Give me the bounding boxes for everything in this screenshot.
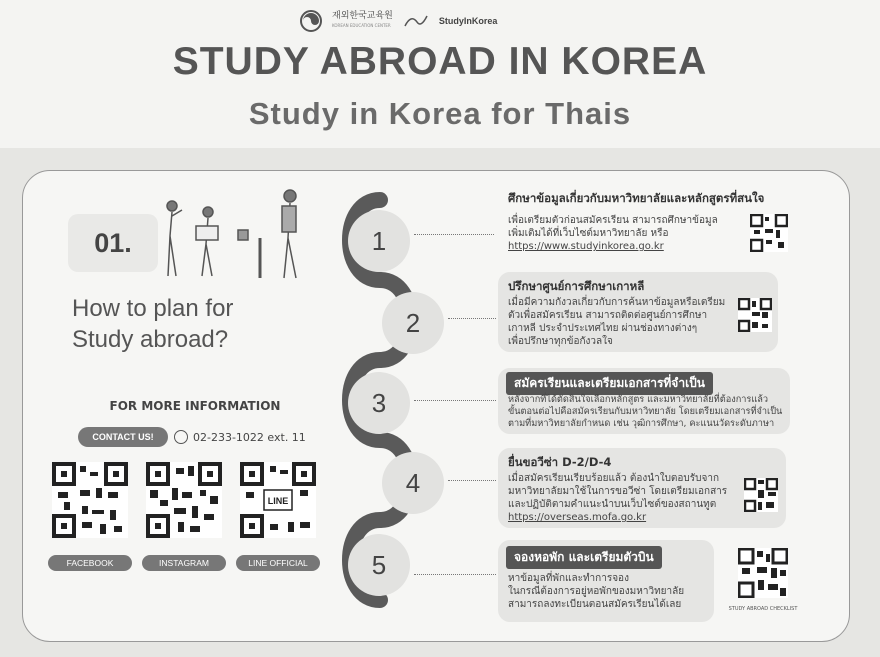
step-1-title: ศึกษาข้อมูลเกี่ยวกับมหาวิทยาลัยและหลักสูตรที่สนใจ	[508, 191, 765, 205]
step-2-connector	[448, 318, 496, 319]
page-subtitle: Study in Korea for Thais	[248, 96, 632, 131]
step-1-card	[500, 188, 800, 268]
step-3-title: สมัครเรียนและเตรียมเอกสารที่จำเป็น	[506, 372, 713, 395]
people-illustration	[150, 186, 320, 286]
step-5-body: หาข้อมูลที่พักและทำการจอง ในกรณีต้องการอยู่หอพักของมหาวิทยาลัย สามารถลงทะเบียนตอนสมัครเรียนได้เลย	[508, 573, 685, 610]
studyinkorea-logo-icon	[403, 12, 429, 30]
line-official-label: LINE OFFICIAL	[236, 555, 320, 571]
section-number: 01.	[68, 214, 158, 272]
step-2-card	[498, 272, 778, 352]
phone-icon	[174, 430, 188, 444]
step-4-card	[498, 448, 786, 528]
phone-contact	[174, 427, 306, 447]
facebook-qr-code[interactable]	[52, 462, 128, 538]
step-5-card	[498, 540, 714, 622]
step-3-card	[498, 368, 790, 434]
phone-number: 02-233-1022 ext. 11	[193, 430, 306, 444]
header-logos	[300, 6, 580, 36]
step-2-title: ปรึกษาศูนย์การศึกษาเกาหลี	[508, 279, 645, 293]
step-4-qr-code[interactable]	[744, 478, 778, 512]
step-4-link[interactable]: https://overseas.mofa.go.kr	[508, 512, 647, 523]
step-3-connector	[414, 400, 496, 401]
page-title: STUDY ABROAD IN KOREA	[172, 40, 708, 83]
step-5-connector	[414, 574, 496, 575]
step-1-body: เพื่อเตรียมตัวก่อนสมัครเรียน สามารถศึกษาข้อมูล เพิ่มเติมได้ที่เว็บไซต์มหาวิทยาลัย หรือ https://www.studyinkorea.go.kr	[508, 214, 744, 253]
studyinkorea-logo-text: StudyInKorea	[438, 16, 498, 26]
line-qr-text: LINE	[267, 496, 289, 506]
step-5-title: จองหอพัก และเตรียมตัวบิน	[506, 546, 662, 569]
more-info-heading: FOR MORE INFORMATION	[109, 399, 281, 413]
step-2-body: เมื่อมีความกังวลเกี่ยวกับการค้นหาข้อมูลหรือเตรียม ตัวเพื่อสมัครเรียน สามารถติดต่อศูนย์การศึกษา เกาหลี ประจำประเทศไทย ผ่านช่องทางต่างๆ เพื่อปรึกษาทุกข้อกังวลใจ	[508, 297, 726, 347]
step-4-circle: 4	[382, 452, 444, 514]
step-3-circle: 3	[348, 372, 410, 434]
kec-logo-text: 재외한국교육원 KOREAN EDUCATION CENTER	[332, 11, 393, 28]
checklist-qr-code[interactable]	[738, 548, 788, 598]
instagram-label: INSTAGRAM	[142, 555, 226, 571]
how-to-plan-heading: How to plan for Study abroad?	[72, 295, 234, 353]
step-2-circle: 2	[382, 292, 444, 354]
contact-us-button[interactable]: CONTACT US!	[78, 427, 168, 447]
taegeuk-logo-icon	[300, 10, 322, 32]
instagram-qr-code[interactable]	[146, 462, 222, 538]
step-2-qr-code[interactable]	[738, 298, 772, 332]
step-5-circle: 5	[348, 534, 410, 596]
step-4-title: ยื่นขอวีซ่า D-2/D-4	[508, 455, 612, 469]
step-1-qr-code[interactable]	[750, 214, 788, 252]
step-4-connector	[448, 480, 496, 481]
checklist-qr-caption: STUDY ABROAD CHECKLIST	[728, 606, 798, 612]
step-4-body: เมื่อสมัครเรียนเรียบร้อยแล้ว ต้องนำใบตอบรับจาก มหาวิทยาลัยมาใช้ในการขอวีซ่า โดยเตรียมเอกสาร และปฏิบัติตามคำแนะนำบนเว็บไซต์ของสถานทูต https://overseas.mofa.go.kr	[508, 472, 744, 524]
step-1-circle: 1	[348, 210, 410, 272]
line-qr-code[interactable]	[240, 462, 316, 538]
step-1-link[interactable]: https://www.studyinkorea.go.kr	[508, 241, 664, 252]
facebook-label: FACEBOOK	[48, 555, 132, 571]
step-3-body: หลังจากที่ได้ตัดสินใจเลือกหลักสูตร และมหาวิทยาลัยที่ต้องการแล้ว ขั้นตอนต่อไปคือสมัครเรียนกับมหาวิทยาลัย โดยเตรียมเอกสารที่จำเป็น ตามที่มหาวิทยาลัยกำหนด เช่น วุฒิการศึกษา, คะแนนวัดระดับภาษา	[508, 394, 783, 429]
step-1-connector	[414, 234, 494, 235]
